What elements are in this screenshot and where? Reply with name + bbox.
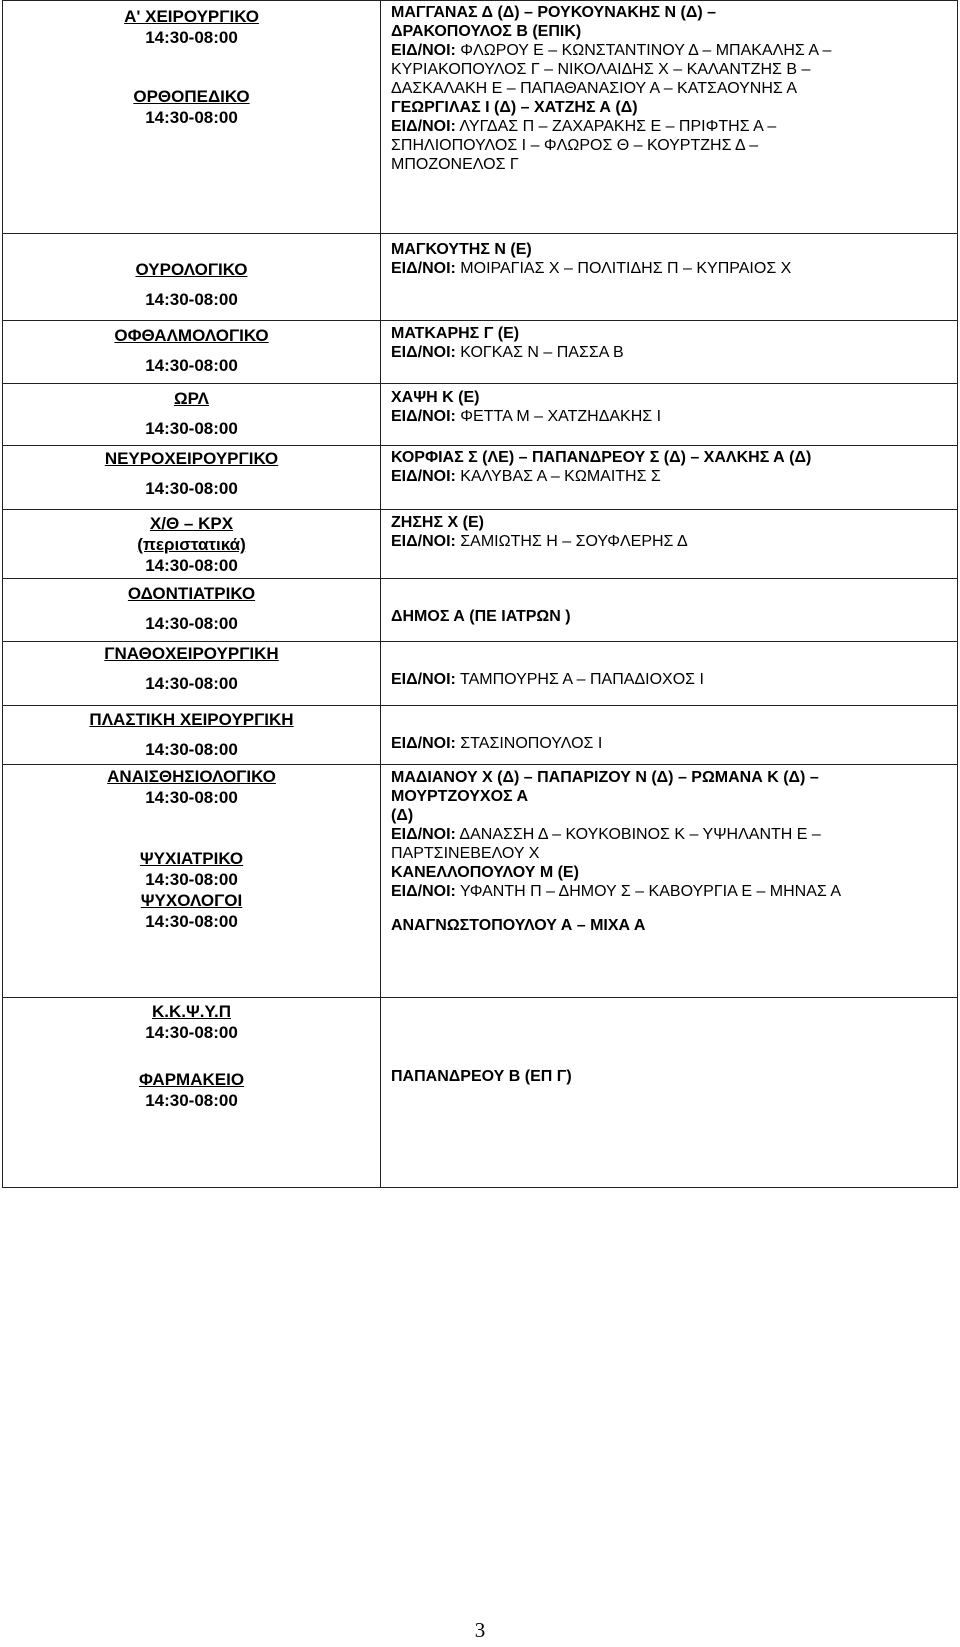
shift-hours: 14:30-08:00 — [145, 28, 238, 47]
staff-line: ΓΕΩΡΓΙΛΑΣ Ι (Δ) – ΧΑΤΖΗΣ Α (Δ) — [391, 99, 638, 116]
shift-hours: 14:30-08:00 — [145, 356, 238, 375]
staff-names: ΥΦΑΝΤΗ Π – ΔΗΜΟΥ Σ – ΚΑΒΟΥΡΓΙΑ Ε – ΜΗΝΑΣ Α — [455, 883, 842, 900]
roster-row — [3, 321, 958, 384]
department-block — [3, 448, 380, 499]
staff-line: (Δ) — [391, 807, 414, 824]
specialists-label: ΕΙΔ/ΝΟΙ: — [391, 468, 456, 485]
staff-line: ΚΟΡΦΙΑΣ Σ (ΛΕ) – ΠΑΠΑΝΔΡΕΟΥ Σ (Δ) – ΧΑΛΚΗΣ Α (Δ) — [391, 449, 812, 466]
staff-names: ΣΤΑΣΙΝΟΠΟΥΛΟΣ Ι — [455, 735, 603, 752]
staff-line: ΔΗΜΟΣ Α (ΠΕ ΙΑΤΡΩΝ ) — [391, 608, 571, 625]
specialists-label: ΕΙΔ/ΝΟΙ: — [391, 671, 456, 688]
roster-row — [3, 998, 958, 1188]
shift-hours: 14:30-08:00 — [145, 419, 238, 438]
shift-hours: 14:30-08:00 — [145, 674, 238, 693]
staff-line: ΜΠΟΖΟΝΕΛΟΣ Γ — [391, 156, 519, 173]
staff-line — [391, 532, 957, 551]
department-name: ΦΑΡΜΑΚΕΙΟ — [138, 1070, 245, 1089]
department-block — [3, 766, 380, 808]
specialists-label: ΕΙΔ/ΝΟΙ: — [391, 533, 456, 550]
department-block — [3, 6, 380, 48]
staff-cell — [381, 765, 958, 998]
specialists-label: ΕΙΔ/ΝΟΙ: — [391, 260, 456, 277]
staff-line — [391, 343, 957, 362]
department-block — [3, 848, 380, 890]
shift-hours: 14:30-08:00 — [145, 614, 238, 633]
roster-row — [3, 642, 958, 706]
department-cell — [3, 579, 381, 642]
shift-hours: 14:30-08:00 — [145, 479, 238, 498]
staff-line — [391, 825, 957, 844]
department-block — [3, 513, 380, 576]
staff-names: ΜΟΙΡΑΓΙΑΣ Χ – ΠΟΛΙΤΙΔΗΣ Π – ΚΥΠΡΑΙΟΣ Χ — [455, 260, 792, 277]
department-name: ΠΛΑΣΤΙΚΗ ΧΕΙΡΟΥΡΓΙΚΗ — [89, 710, 294, 729]
department-cell — [3, 234, 381, 321]
specialists-label: ΕΙΔ/ΝΟΙ: — [391, 735, 456, 752]
staff-names: ΣΑΜΙΩΤΗΣ Η – ΣΟΥΦΛΕΡΗΣ Δ — [455, 533, 688, 550]
shift-hours: 14:30-08:00 — [145, 912, 238, 931]
staff-line: ΜΑΓΓΑΝΑΣ Δ (Δ) – ΡΟΥΚΟΥΝΑΚΗΣ Ν (Δ) – — [391, 4, 716, 21]
shift-hours: 14:30-08:00 — [145, 788, 238, 807]
staff-line: ΑΝΑΓΝΩΣΤΟΠΟΥΛΟΥ Α – ΜΙΧΑ Α — [391, 917, 646, 934]
department-cell — [3, 321, 381, 384]
staff-line: ΜΑΔΙΑΝΟΥ Χ (Δ) – ΠΑΠΑΡΙΖΟΥ Ν (Δ) – ΡΩΜΑΝΑ Κ (Δ) – — [391, 769, 819, 786]
department-block — [3, 643, 380, 694]
department-block — [3, 325, 380, 376]
specialists-label: ΕΙΔ/ΝΟΙ: — [391, 118, 456, 135]
department-block — [3, 1069, 380, 1111]
shift-hours: 14:30-08:00 — [145, 108, 238, 127]
department-name: ΟΦΘΑΛΜΟΛΟΓΙΚΟ — [114, 326, 269, 345]
department-cell — [3, 706, 381, 765]
specialists-label: ΕΙΔ/ΝΟΙ: — [391, 408, 456, 425]
department-name: ΝΕΥΡΟΧΕΙΡΟΥΡΓΙΚΟ — [104, 449, 279, 468]
staff-line — [391, 41, 957, 60]
staff-line — [391, 259, 957, 278]
department-name: ΩΡΛ — [173, 389, 210, 408]
staff-cell — [381, 642, 958, 706]
department-name: ΨΥΧΟΛΟΓΟΙ — [140, 891, 243, 910]
department-block — [3, 259, 380, 310]
staff-line: ΚΑΝΕΛΛΟΠΟΥΛΟΥ Μ (Ε) — [391, 864, 579, 881]
staff-line — [391, 117, 957, 136]
roster-row — [3, 446, 958, 510]
staff-line: ΠΑΡΤΣΙΝΕΒΕΛΟΥ Χ — [391, 845, 540, 862]
staff-names: ΤΑΜΠΟΥΡΗΣ Α – ΠΑΠΑΔΙΟΧΟΣ Ι — [455, 671, 704, 688]
department-name: Α' ΧΕΙΡΟΥΡΓΙΚΟ — [124, 7, 259, 26]
roster-row — [3, 384, 958, 446]
staff-line — [391, 670, 957, 689]
department-cell — [3, 1, 381, 234]
department-name: ΑΝΑΙΣΘΗΣΙΟΛΟΓΙΚΟ — [107, 767, 276, 786]
department-name: ΟΥΡΟΛΟΓΙΚΟ — [135, 260, 248, 279]
department-cell — [3, 765, 381, 998]
staff-names: ΚΑΛΥΒΑΣ Α – ΚΩΜΑΙΤΗΣ Σ — [455, 468, 661, 485]
roster-row — [3, 1, 958, 234]
staff-line: ΧΑΨΗ Κ (Ε) — [391, 389, 480, 406]
staff-names: ΛΥΓΔΑΣ Π – ΖΑΧΑΡΑΚΗΣ Ε – ΠΡΙΦΤΗΣ Α – — [455, 118, 777, 135]
staff-line: ΜΟΥΡΤΖΟΥΧΟΣ Α — [391, 788, 529, 805]
staff-cell — [381, 234, 958, 321]
department-name-line2: (περιστατικά) — [137, 535, 246, 554]
department-block — [3, 86, 380, 128]
department-name: Κ.Κ.Ψ.Υ.Π — [152, 1002, 231, 1021]
department-name: ΟΔΟΝΤΙΑΤΡΙΚΟ — [127, 584, 256, 603]
department-name: ΟΡΘΟΠΕΔΙΚΟ — [133, 87, 250, 106]
staff-names: ΔΑΝΑΣΣΗ Δ – ΚΟΥΚΟΒΙΝΟΣ Κ – ΥΨΗΛΑΝΤΗ Ε – — [455, 826, 821, 843]
department-block — [3, 709, 380, 760]
staff-line — [391, 407, 957, 426]
department-block — [3, 583, 380, 634]
staff-line: ΖΗΣΗΣ Χ (Ε) — [391, 514, 484, 531]
department-cell — [3, 998, 381, 1188]
staff-line: ΣΠΗΛΙΟΠΟΥΛΟΣ Ι – ΦΛΩΡΟΣ Θ – ΚΟΥΡΤΖΗΣ Δ – — [391, 137, 759, 154]
shift-hours: 14:30-08:00 — [145, 740, 238, 759]
staff-cell — [381, 998, 958, 1188]
roster-row — [3, 510, 958, 579]
specialists-label: ΕΙΔ/ΝΟΙ: — [391, 826, 456, 843]
staff-cell — [381, 706, 958, 765]
department-name: ΓΝΑΘΟΧΕΙΡΟΥΡΓΙΚΗ — [104, 644, 279, 663]
staff-names: ΦΛΩΡΟΥ Ε – ΚΩΝΣΤΑΝΤΙΝΟΥ Δ – ΜΠΑΚΑΛΗΣ Α – — [455, 42, 832, 59]
staff-cell — [381, 510, 958, 579]
duty-roster-table — [2, 0, 958, 1188]
staff-cell — [381, 321, 958, 384]
department-block — [3, 1001, 380, 1043]
staff-cell — [381, 1, 958, 234]
department-block — [3, 890, 380, 932]
staff-line: ΚΥΡΙΑΚΟΠΟΥΛΟΣ Γ – ΝΙΚΟΛΑΙΔΗΣ Χ – ΚΑΛΑΝΤΖΗΣ Β – — [391, 61, 811, 78]
specialists-label: ΕΙΔ/ΝΟΙ: — [391, 883, 456, 900]
staff-line: ΔΑΣΚΑΛΑΚΗ Ε – ΠΑΠΑΘΑΝΑΣΙΟΥ Α – ΚΑΤΣΑΟΥΝΗΣ Α — [391, 80, 798, 97]
roster-row — [3, 765, 958, 998]
staff-cell — [381, 446, 958, 510]
staff-names: ΚΟΓΚΑΣ Ν – ΠΑΣΣΑ Β — [455, 344, 624, 361]
department-cell — [3, 446, 381, 510]
specialists-label: ΕΙΔ/ΝΟΙ: — [391, 344, 456, 361]
roster-row — [3, 706, 958, 765]
shift-hours: 14:30-08:00 — [145, 870, 238, 889]
shift-hours: 14:30-08:00 — [145, 1091, 238, 1110]
staff-line — [391, 882, 957, 901]
staff-names: ΦΕΤΤΑ Μ – ΧΑΤΖΗΔΑΚΗΣ Ι — [455, 408, 662, 425]
specialists-label: ΕΙΔ/ΝΟΙ: — [391, 42, 456, 59]
staff-line: ΜΑΤΚΑΡΗΣ Γ (Ε) — [391, 325, 520, 342]
staff-line — [391, 734, 957, 753]
roster-row — [3, 579, 958, 642]
staff-line: ΔΡΑΚΟΠΟΥΛΟΣ Β (ΕΠΙΚ) — [391, 23, 582, 40]
department-name: Χ/Θ – ΚΡΧ — [149, 514, 234, 533]
department-block — [3, 388, 380, 439]
roster-row — [3, 234, 958, 321]
staff-cell — [381, 579, 958, 642]
staff-line: ΠΑΠΑΝΔΡΕΟΥ Β (ΕΠ Γ) — [391, 1068, 572, 1085]
department-cell — [3, 642, 381, 706]
shift-hours: 14:30-08:00 — [145, 1023, 238, 1042]
staff-line — [391, 467, 957, 486]
staff-line: ΜΑΓΚΟΥΤΗΣ Ν (Ε) — [391, 241, 532, 258]
shift-hours: 14:30-08:00 — [145, 556, 238, 575]
roster-body — [3, 1, 958, 1188]
page-number: 3 — [474, 1618, 486, 1642]
shift-hours: 14:30-08:00 — [145, 290, 238, 309]
staff-cell — [381, 384, 958, 446]
department-cell — [3, 384, 381, 446]
department-cell — [3, 510, 381, 579]
department-name: ΨΥΧΙΑΤΡΙΚΟ — [139, 849, 244, 868]
